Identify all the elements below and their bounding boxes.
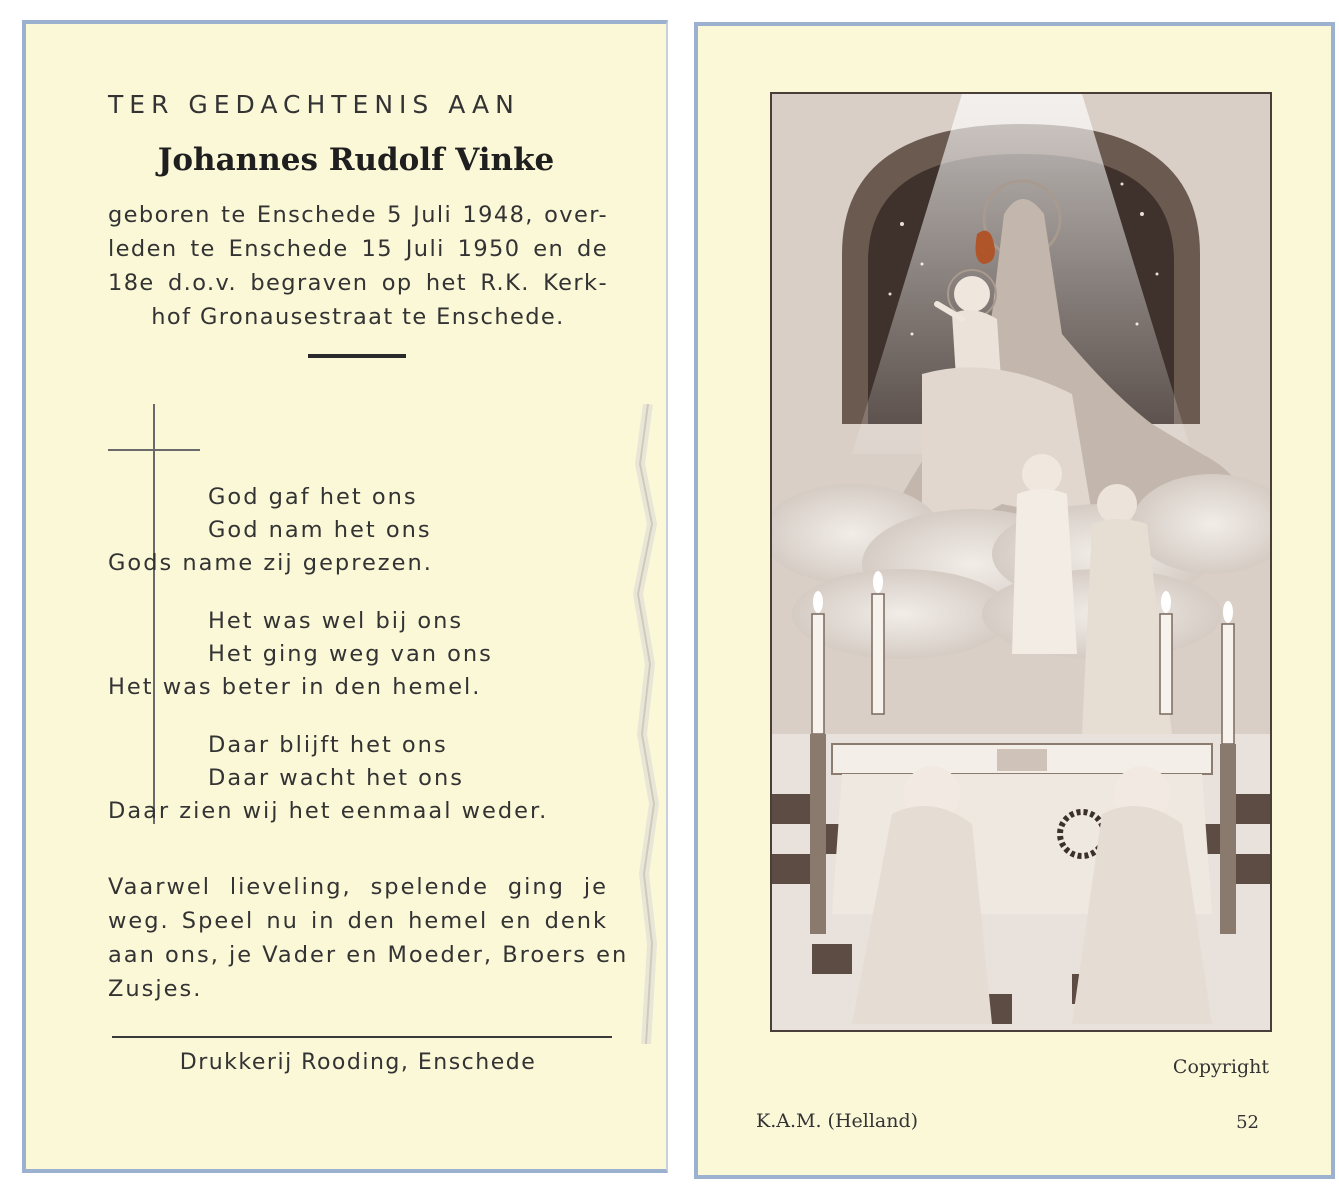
farewell-line: Vaarwel lieveling, spelende ging je: [108, 874, 608, 900]
publisher-label: K.A.M. (Helland): [756, 1110, 919, 1132]
memorial-heading: TER GEDACHTENIS AAN: [108, 90, 520, 119]
poem-line: Het was wel bij ons: [208, 608, 464, 634]
farewell-line: Zusjes.: [108, 976, 203, 1002]
divider-long: [112, 1036, 612, 1038]
memorial-card-image-side: [694, 22, 1335, 1179]
bio-line: 18e d.o.v. begraven op het R.K. Kerk-: [108, 270, 608, 296]
poem-line: Daar wacht het ons: [208, 765, 464, 791]
paper-tear-mark: [618, 404, 668, 1044]
poem-line: God nam het ons: [208, 517, 432, 543]
poem-line: God gaf het ons: [208, 484, 418, 510]
devotional-illustration: [770, 92, 1272, 1032]
divider-short: [308, 354, 406, 358]
poem-line: Daar blijft het ons: [208, 732, 448, 758]
copyright-label: Copyright: [1172, 1056, 1269, 1078]
deceased-name: Johannes Rudolf Vinke: [157, 142, 555, 178]
poem-line: Daar zien wij het eenmaal weder.: [108, 798, 549, 824]
cross-vertical-line: [153, 404, 155, 824]
poem-line: Het was beter in den hemel.: [108, 674, 482, 700]
bio-line: leden te Enschede 15 Juli 1950 en de: [108, 236, 608, 262]
printer-credit: Drukkerij Rooding, Enschede: [179, 1050, 537, 1075]
poem-line: Gods name zij geprezen.: [108, 550, 433, 576]
poem-line: Het ging weg van ons: [208, 641, 493, 667]
card-number: 52: [1236, 1112, 1259, 1133]
bio-line: hof Gronausestraat te Enschede.: [151, 304, 565, 330]
farewell-line: weg. Speel nu in den hemel en denk: [108, 908, 608, 934]
bio-line: geboren te Enschede 5 Juli 1948, over-: [108, 202, 608, 228]
memorial-card-text-side: [22, 20, 668, 1173]
madonna-and-child-illustration: [772, 94, 1270, 1030]
cross-horizontal-line: [108, 449, 200, 451]
farewell-line: aan ons, je Vader en Moeder, Broers en: [108, 942, 629, 968]
